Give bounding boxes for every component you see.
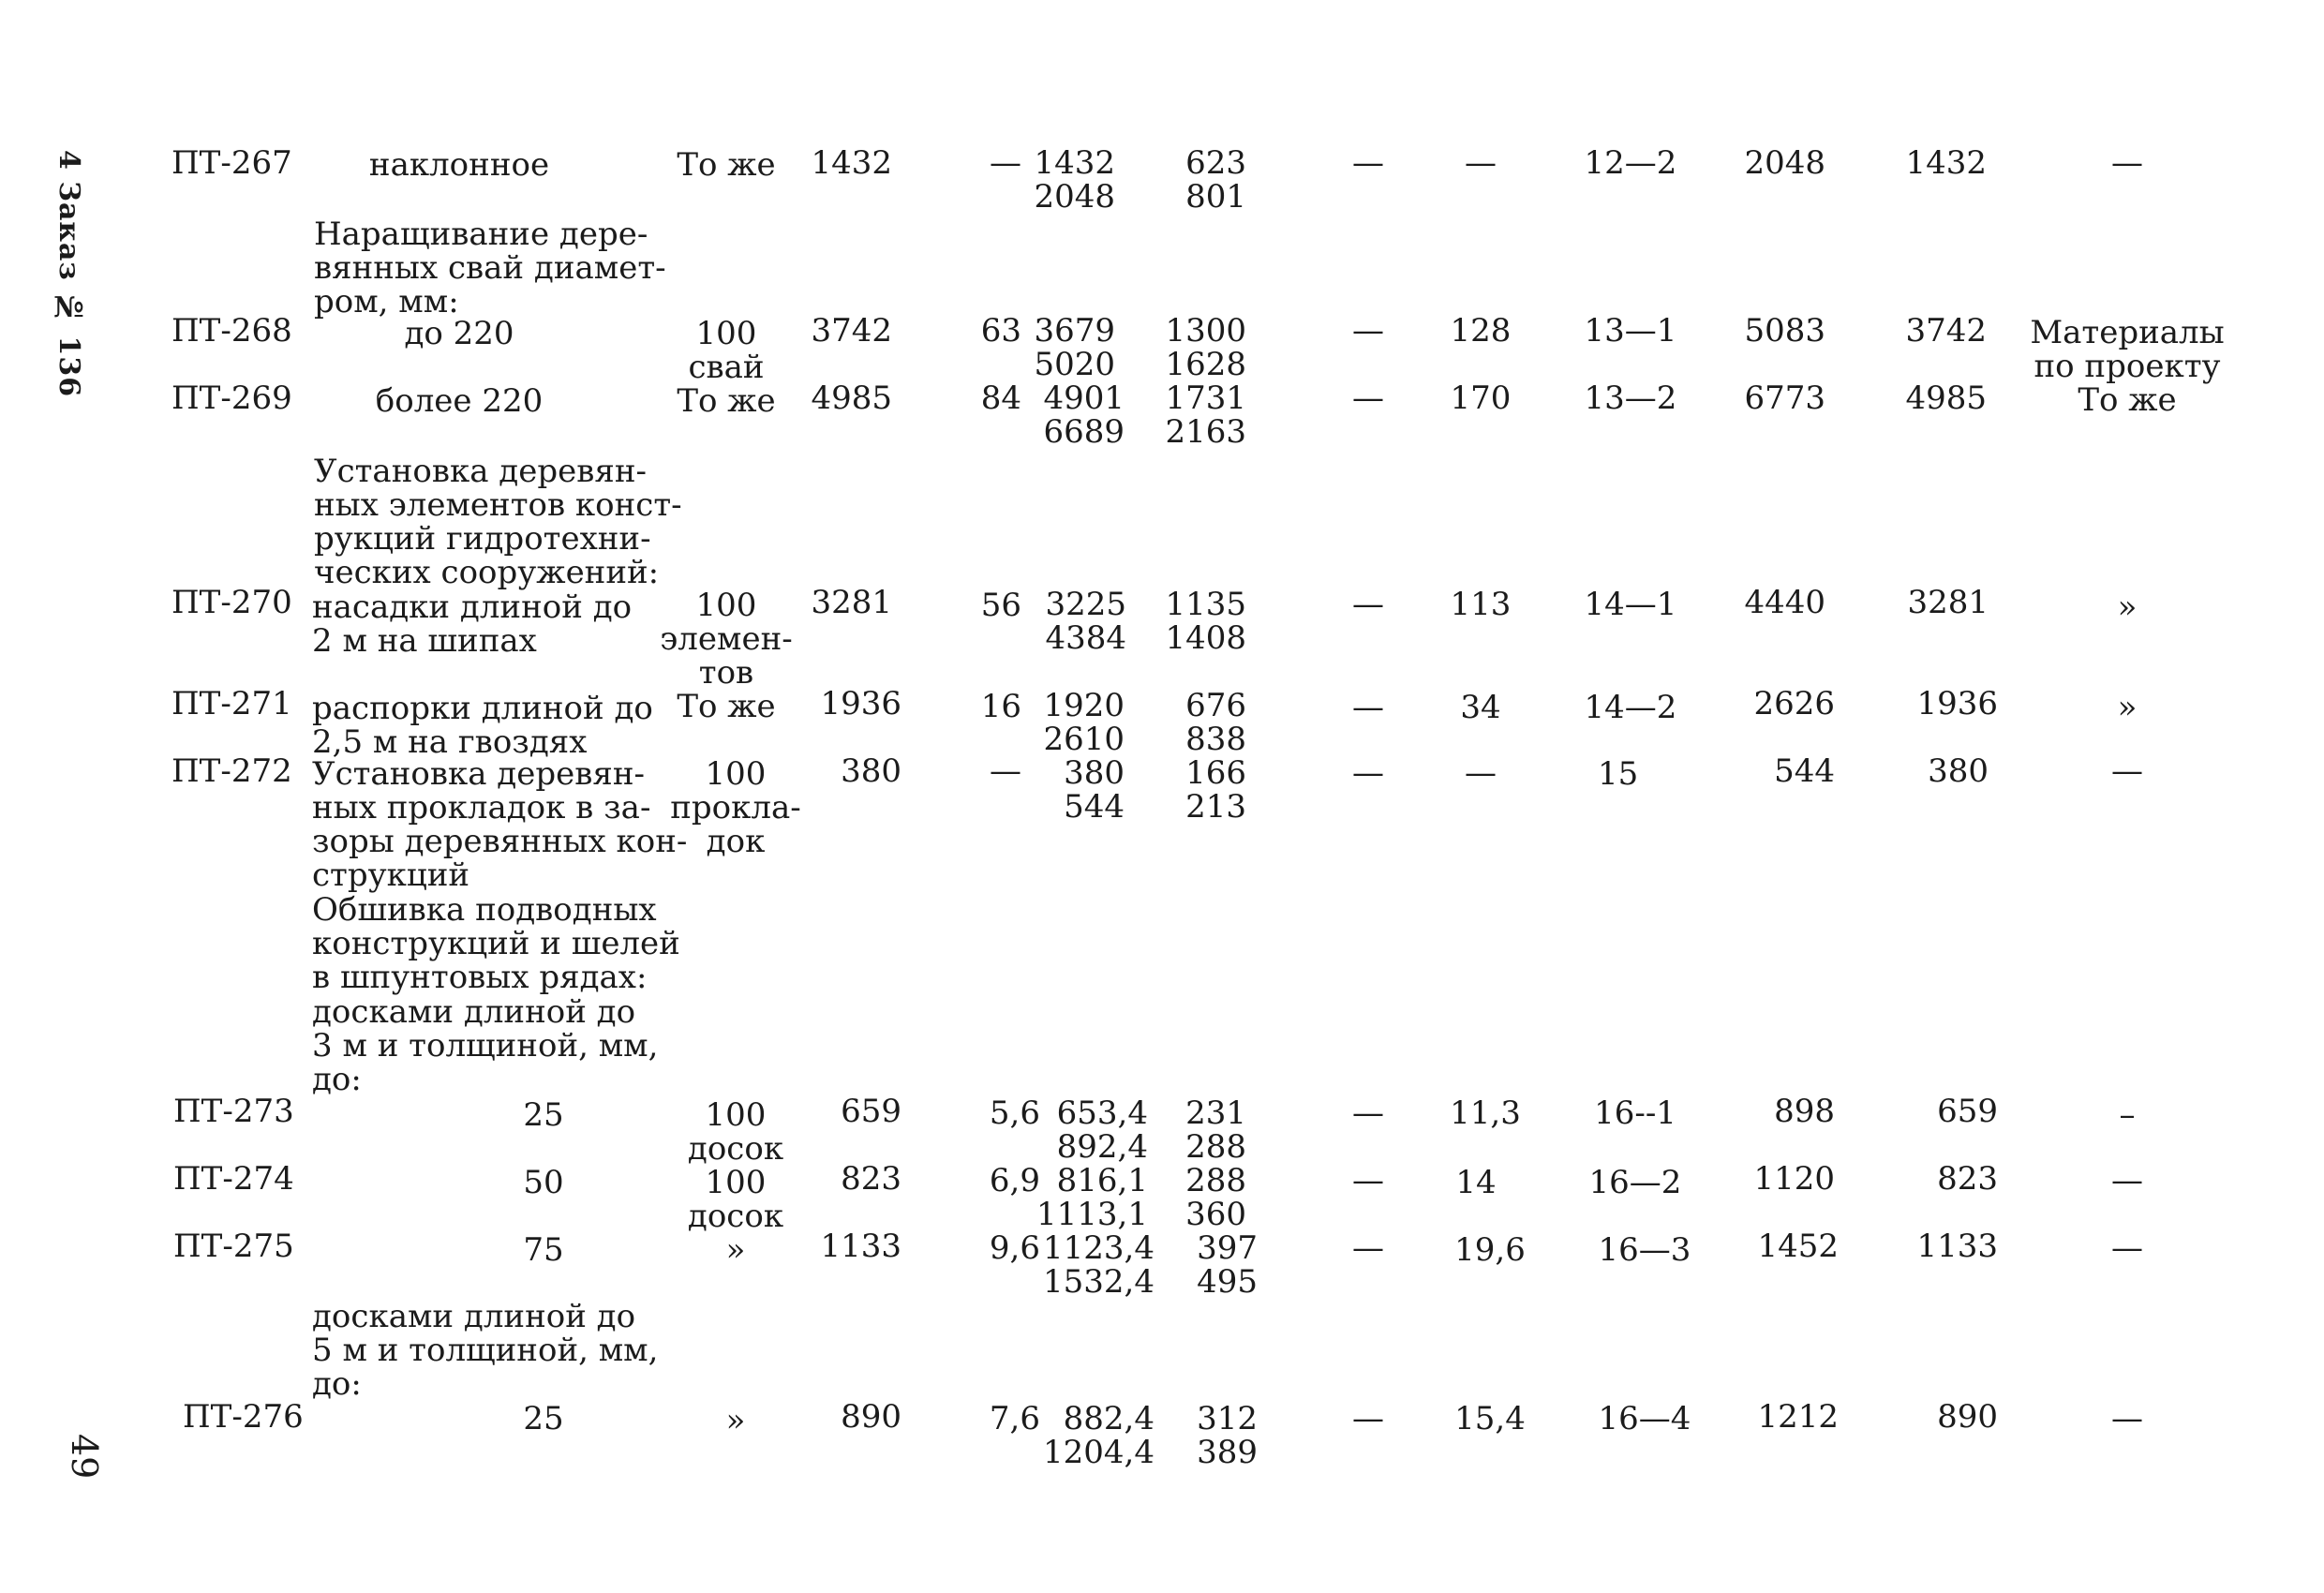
row-col12: 659	[1937, 1093, 1998, 1130]
row-note: —	[2111, 1229, 2143, 1267]
row-wage: 6,9	[989, 1162, 1040, 1199]
row-machines-2: 1300 1628	[1165, 312, 1246, 383]
row-machines: 3679 5020	[1034, 312, 1115, 383]
row-code: ПТ-268	[171, 312, 292, 350]
row-col9: 15,4	[1454, 1400, 1526, 1437]
row-code: ПТ-273	[173, 1093, 294, 1130]
row-name: наклонное	[368, 146, 550, 184]
row-code: ПТ-272	[171, 752, 292, 790]
row-col11: 1120	[1753, 1160, 1835, 1198]
row-col9: 11,3	[1450, 1094, 1521, 1132]
row-machines-2: 312 389	[1197, 1400, 1258, 1471]
page-number: 49	[64, 1434, 105, 1480]
row-col11: 5083	[1744, 312, 1825, 350]
row-total: 823	[841, 1160, 901, 1198]
row-col8: —	[1352, 1400, 1384, 1437]
row-total: 3742	[811, 312, 892, 350]
row-wage: —	[990, 752, 1021, 790]
section-subheading: досками длиной до 3 м и толщиной, мм, до:	[312, 993, 659, 1098]
row-unit: 100 досок	[687, 1164, 784, 1235]
row-machines-2: 1731 2163	[1165, 380, 1246, 451]
row-col11: 898	[1774, 1093, 1835, 1130]
row-col9: 34	[1460, 689, 1501, 726]
row-col12: 3742	[1905, 312, 1987, 350]
row-col8: —	[1352, 1162, 1384, 1199]
row-code: ПТ-271	[171, 685, 292, 722]
row-unit: То же	[677, 146, 776, 184]
row-reference: 13—1	[1584, 312, 1677, 350]
row-code: ПТ-270	[171, 584, 292, 621]
row-machines-2: 676 838	[1185, 687, 1246, 758]
row-col8: —	[1352, 380, 1384, 417]
row-reference: 16—4	[1598, 1400, 1691, 1437]
row-machines-2: 1135 1408	[1165, 586, 1246, 657]
row-reference: 14—2	[1584, 689, 1677, 726]
row-name: распорки длиной до 2,5 м на гвоздях	[312, 690, 653, 761]
row-name: 25	[523, 1400, 564, 1437]
row-col8: —	[1352, 1094, 1384, 1132]
row-total: 890	[841, 1398, 901, 1436]
row-reference: 16—2	[1588, 1164, 1682, 1201]
row-machines-2: 397 495	[1197, 1229, 1258, 1301]
row-col8: —	[1352, 689, 1384, 726]
row-unit: То же	[677, 382, 776, 420]
row-machines: 380 544	[1064, 754, 1125, 826]
row-col9: —	[1465, 144, 1497, 182]
row-col8: —	[1352, 312, 1384, 350]
row-reference: 15	[1598, 755, 1639, 793]
section-subheading: досками длиной до 5 м и толщиной, мм, до:	[312, 1298, 659, 1403]
row-name: 75	[523, 1231, 564, 1269]
row-unit: То же	[677, 688, 776, 725]
row-col11: 2048	[1744, 144, 1825, 182]
row-wage: 16	[980, 688, 1021, 725]
row-col12: 1936	[1916, 685, 1998, 722]
row-machines-2: 231 288	[1185, 1094, 1246, 1166]
row-note: »	[2117, 588, 2138, 626]
row-total: 1432	[811, 144, 892, 182]
section-heading: Наращивание дере- вянных свай диамет- ром, мм:	[314, 216, 666, 320]
row-col11: 1212	[1757, 1398, 1839, 1436]
row-code: ПТ-267	[171, 144, 292, 182]
row-machines-2: 623 801	[1185, 144, 1246, 216]
order-number-margin: 4 Заказ № 136	[52, 150, 85, 398]
row-machines: 882,4 1204,4	[1043, 1400, 1155, 1471]
row-unit: 100 досок	[687, 1096, 784, 1168]
row-col9: —	[1465, 754, 1497, 792]
row-total: 1936	[820, 685, 901, 722]
row-machines: 3225 4384	[1045, 586, 1126, 657]
row-col11: 4440	[1744, 584, 1825, 621]
row-wage: 63	[980, 312, 1021, 350]
row-note: »	[2117, 689, 2138, 726]
row-total: 659	[841, 1093, 901, 1130]
row-note: Материалы по проекту	[2030, 314, 2225, 385]
row-unit: »	[725, 1231, 746, 1269]
row-name: 50	[523, 1164, 564, 1201]
row-code: ПТ-276	[183, 1398, 304, 1436]
row-unit: 100 элемен- тов	[660, 587, 793, 692]
row-col12: 823	[1937, 1160, 1998, 1198]
row-reference: 14—1	[1584, 586, 1677, 623]
row-machines: 1123,4 1532,4	[1043, 1229, 1155, 1301]
section-heading: Обшивка подводных конструкций и шелей в шпунтовых рядах:	[312, 891, 680, 996]
row-unit: 100 свай	[688, 315, 765, 386]
row-note: —	[2111, 144, 2143, 182]
row-unit: »	[725, 1402, 746, 1439]
row-col8: —	[1352, 586, 1384, 623]
row-col12: 3281	[1907, 584, 1989, 621]
row-note: То же	[2078, 381, 2177, 419]
row-machines: 653,4 892,4	[1056, 1094, 1148, 1166]
row-machines-2: 288 360	[1185, 1162, 1246, 1233]
row-col11: 1452	[1757, 1228, 1839, 1265]
row-machines: 1432 2048	[1034, 144, 1115, 216]
row-unit: 100 прокла- док	[670, 755, 801, 860]
row-wage: —	[990, 144, 1021, 182]
row-wage: 84	[980, 380, 1021, 417]
row-note: —	[2111, 1400, 2143, 1437]
row-wage: 7,6	[989, 1400, 1040, 1437]
row-name: до 220	[404, 315, 514, 352]
row-col12: 380	[1928, 752, 1989, 790]
row-col12: 4985	[1905, 380, 1987, 417]
row-total: 380	[841, 752, 901, 790]
row-wage: 5,6	[989, 1094, 1040, 1132]
row-reference: 16--1	[1594, 1094, 1676, 1132]
row-note: —	[2111, 752, 2143, 790]
row-machines: 1920 2610	[1043, 687, 1125, 758]
row-col9: 170	[1450, 380, 1512, 417]
row-machines: 816,1 1113,1	[1036, 1162, 1148, 1233]
row-machines: 4901 6689	[1043, 380, 1125, 451]
row-col8: —	[1352, 1229, 1384, 1267]
row-col11: 2626	[1753, 685, 1835, 722]
row-reference: 16—3	[1598, 1231, 1691, 1269]
row-name: более 220	[375, 382, 544, 420]
row-col8: —	[1352, 144, 1384, 182]
row-name: 25	[523, 1096, 564, 1134]
row-code: ПТ-274	[173, 1160, 294, 1198]
row-col11: 6773	[1744, 380, 1825, 417]
row-col9: 113	[1450, 586, 1512, 623]
row-note: —	[2111, 1162, 2143, 1199]
row-reference: 13—2	[1584, 380, 1677, 417]
row-name: Установка деревян- ных прокладок в за- зоры деревянных кон- струкций	[312, 755, 688, 894]
row-wage: 9,6	[989, 1229, 1040, 1267]
row-col9: 19,6	[1454, 1231, 1526, 1269]
row-col12: 1432	[1905, 144, 1987, 182]
section-heading: Установка деревян- ных элементов конст- рукций гидротехни- ческих сооружений:	[314, 453, 682, 591]
row-col9: 128	[1450, 312, 1512, 350]
row-col12: 890	[1937, 1398, 1998, 1436]
row-col9: 14	[1455, 1164, 1497, 1201]
row-reference: 12—2	[1584, 144, 1677, 182]
row-col8: —	[1352, 754, 1384, 792]
row-name: насадки длиной до 2 м на шипах	[312, 588, 633, 660]
row-code: ПТ-275	[173, 1228, 294, 1265]
row-col12: 1133	[1916, 1228, 1998, 1265]
row-total: 1133	[820, 1228, 901, 1265]
row-machines-2: 166 213	[1185, 754, 1246, 826]
row-code: ПТ-269	[171, 380, 292, 417]
row-total: 4985	[811, 380, 892, 417]
row-note: –	[2119, 1096, 2136, 1134]
row-total: 3281	[811, 584, 892, 621]
row-wage: 56	[980, 587, 1021, 624]
row-col11: 544	[1774, 752, 1835, 790]
